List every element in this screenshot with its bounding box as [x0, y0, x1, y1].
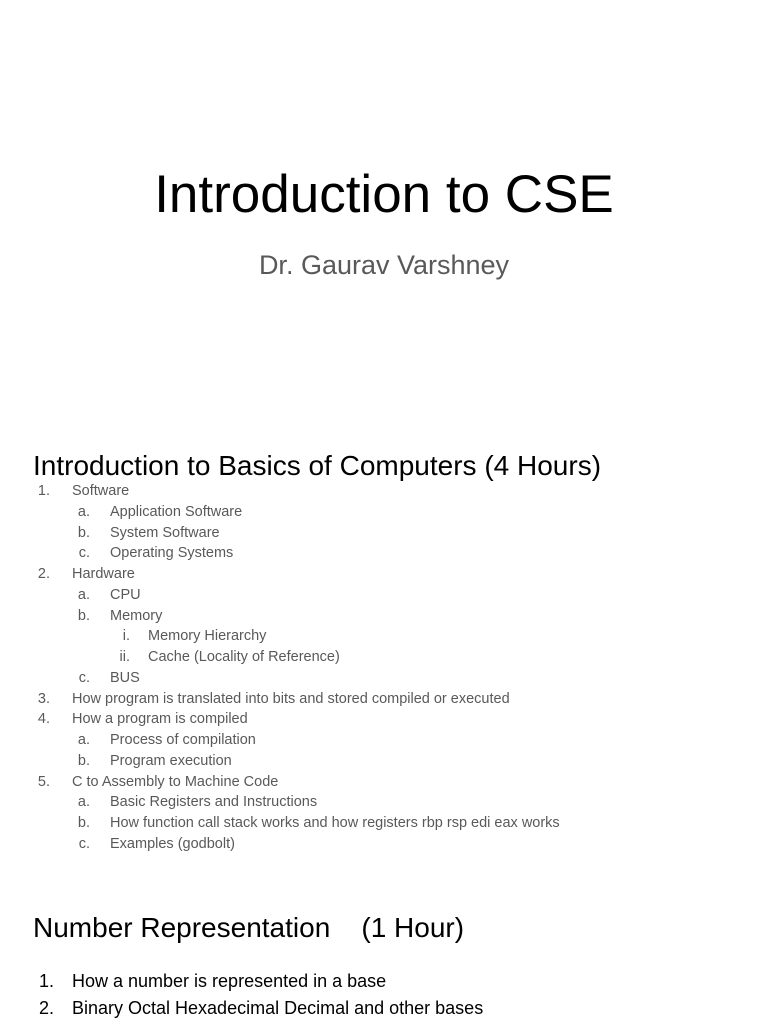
list-item-text: Basic Registers and Instructions	[110, 794, 318, 811]
topic-outline	[0, 481, 768, 855]
list-item-text: Memory Hierarchy	[148, 628, 267, 645]
list-item	[0, 834, 768, 855]
list-item-text: Binary Octal Hexadecimal Decimal and other bases	[72, 998, 484, 1018]
list-item	[0, 668, 768, 689]
list-marker: 2.	[37, 566, 50, 582]
list-marker: 4.	[37, 711, 50, 728]
list-item	[0, 995, 768, 1022]
section-heading-number-representation: Number Representation (1 Hour)	[33, 912, 465, 943]
section-heading-basics: Introduction to Basics of Computers (4 Hours)	[33, 450, 602, 481]
list-item-text: BUS	[110, 669, 140, 686]
list-item-text: CPU	[110, 586, 141, 603]
list-item	[0, 689, 768, 710]
list-item	[0, 792, 768, 813]
list-item	[0, 968, 768, 995]
list-item-text: Memory	[110, 607, 163, 624]
list-marker: c.	[78, 545, 90, 562]
list-item-text: Cache (Locality of Reference)	[148, 649, 340, 665]
list-item	[0, 813, 768, 834]
list-item	[0, 585, 768, 606]
list-item	[0, 772, 768, 793]
list-item-text: Application Software	[110, 503, 243, 520]
list-item-text: Program execution	[110, 752, 232, 769]
list-item	[0, 502, 768, 523]
list-item	[0, 730, 768, 751]
list-marker: b.	[77, 607, 90, 624]
list-marker: 1.	[37, 483, 50, 499]
list-item-text: System Software	[110, 524, 220, 541]
list-marker: a.	[77, 794, 90, 811]
list-marker: ii.	[119, 649, 130, 665]
list-marker: a.	[77, 503, 90, 520]
list-item-text: Hardware	[72, 566, 135, 582]
list-item	[0, 523, 768, 544]
list-item-text: Operating Systems	[110, 545, 234, 562]
list-item	[0, 564, 768, 585]
list-item	[0, 543, 768, 564]
list-marker: 3.	[37, 690, 50, 707]
list-item-text: Software	[72, 483, 130, 499]
list-marker: i.	[122, 628, 130, 645]
list-marker: a.	[77, 586, 90, 603]
list-item	[0, 709, 768, 730]
list-marker: b.	[77, 752, 90, 769]
list-item	[0, 626, 768, 647]
list-marker: 5.	[37, 773, 50, 790]
list-item	[0, 751, 768, 772]
list-item-text: How program is translated into bits and stored compiled or executed	[72, 690, 510, 707]
slide-title: Introduction to CSE	[154, 165, 614, 224]
list-item	[0, 606, 768, 627]
list-marker: 1.	[38, 971, 54, 991]
list-marker: b.	[77, 815, 90, 831]
list-marker: a.	[77, 732, 90, 748]
list-marker: b.	[77, 524, 90, 541]
list-item	[0, 481, 768, 502]
list-item	[0, 647, 768, 668]
number-representation-list	[0, 968, 768, 1022]
list-item-text: Process of compilation	[110, 732, 256, 748]
list-item-text: How function call stack works and how registers rbp rsp edi eax works	[110, 815, 560, 831]
list-item-text: C to Assembly to Machine Code	[72, 773, 279, 790]
list-item-text: How a number is represented in a base	[72, 971, 387, 991]
slide-subtitle: Dr. Gaurav Varshney	[258, 250, 510, 280]
list-item-text: How a program is compiled	[72, 711, 248, 728]
list-marker: c.	[78, 669, 90, 686]
list-marker: 2.	[38, 998, 54, 1018]
list-marker: c.	[78, 835, 90, 852]
list-item-text: Examples (godbolt)	[110, 835, 235, 852]
